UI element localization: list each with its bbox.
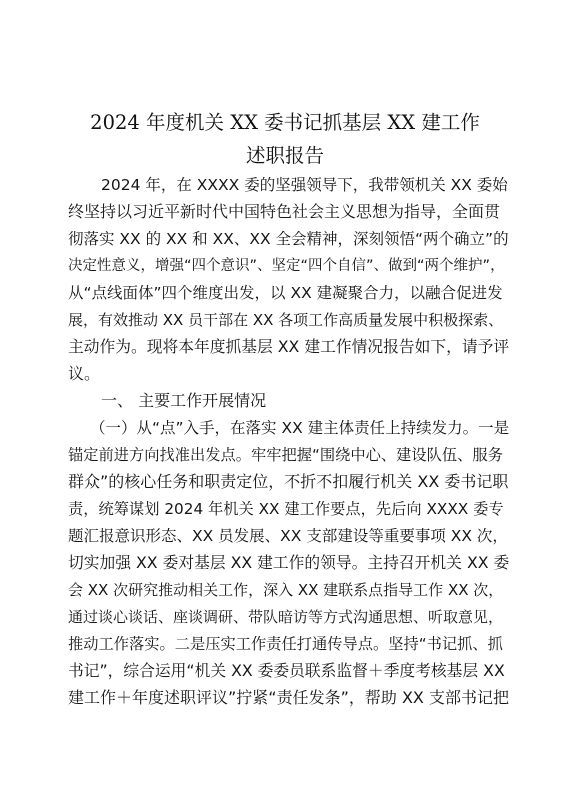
document-title-line-2: 述职报告 [245, 144, 324, 167]
body-line: 决定性意义，增强“四个意识”、坚定“四个自信”、做到“两个维护”， [68, 258, 505, 274]
body-line: 责，统筹谋划 2024 年机关 XX 建工作要点，先后向 XXXX 委专 [68, 500, 504, 518]
body-line: 议。 [68, 364, 101, 383]
body-line: 2024 年，在 XXXX 委的坚强领导下，我带领机关 XX 委始 [101, 176, 508, 194]
body-line: 题汇报意识形态、XX 员发展、XX 支部建设等重要事项 XX 次， [68, 527, 508, 545]
section-heading: 一、 主要工作开展情况 [101, 391, 267, 410]
body-line: 切实加强 XX 委对基层 XX 建工作的领导。主持召开机关 XX 委 [68, 553, 510, 572]
body-line: 建工作＋年度述职评议”拧紧“责任发条”，帮助 XX 支部书记把 [68, 688, 509, 707]
body-line: 彻落实 XX 的 XX 和 XX、XX 全会精神，深刻领悟“两个确立”的 [68, 230, 509, 248]
body-line: 终坚持以习近平新时代中国特色社会主义思想为指导，全面贯 [68, 202, 501, 221]
body-line: 会 XX 次研究推动相关工作，深入 XX 建联系点指导工作 XX 次， [68, 581, 504, 599]
body-line: 通过谈心谈话、座谈调研、带队暗访等方式沟通思想、听取意见， [68, 608, 504, 626]
body-line: 群众”的核心任务和职责定位，不折不扣履行机关 XX 委书记职 [68, 472, 509, 491]
body-line: 从“点线面体”四个维度出发，以 XX 建凝聚合力，以融合促进发 [68, 284, 503, 302]
subsection-line: （一）从“点”入手，在落实 XX 建主体责任上持续发力。一是 [90, 419, 510, 437]
body-line: 主动作为。现将本年度抓基层 XX 建工作情况报告如下，请予评 [68, 337, 510, 356]
body-line: 书记”，综合运用“机关 XX 委委员联系监督＋季度考核基层 XX [68, 661, 505, 680]
body-line: 锚定前进方向找准出发点。牢牢把握“围绕中心、建设队伍、服务 [68, 446, 503, 464]
body-line: 推动工作落实。二是压实工作责任打通传导点。坚持“书记抓、抓 [68, 635, 503, 653]
body-line: 展，有效推动 XX 员干部在 XX 各项工作高质量发展中积极探索、 [68, 311, 504, 329]
document-title-line-1: 2024 年度机关 XX 委书记抓基层 XX 建工作 [90, 111, 480, 134]
